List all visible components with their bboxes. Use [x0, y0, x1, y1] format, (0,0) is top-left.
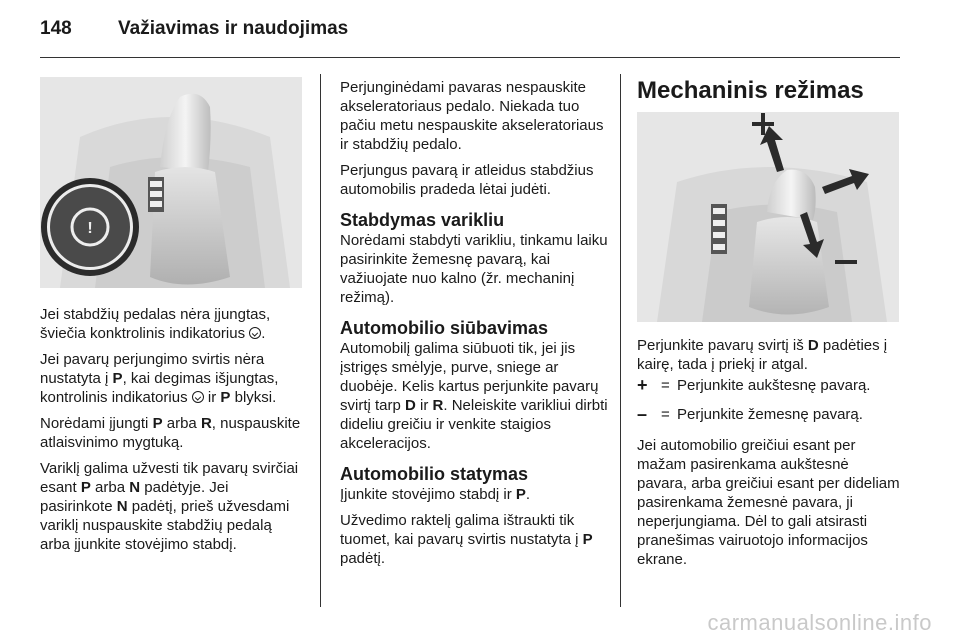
heading-parking: Automobilio statymas: [340, 464, 529, 484]
paragraph-indicator: Jei stabdžių pedalas nėra įjungtas, šviečia konktrolinis indikatorius .: [40, 306, 271, 342]
gear-lever-illustration: [40, 77, 302, 288]
gear-lever-drawing: [40, 77, 302, 288]
paragraph-key: Užvedimo raktelį galima ištraukti tik tuomet, kai pavarų svirtis nustatyta į P padėtį.: [340, 512, 593, 567]
paragraph-start: Variklį galima užvesti tik pavarų svirčiai esant P arba N padėtyje. Jei pasirinkote N padėtį, prieš užvesdami variklį nuspauskite stabdžių pedalą arba įjunkite stovėjimo stabdį.: [40, 460, 299, 553]
downshift-text: Perjunkite žemesnę pavarą.: [677, 406, 863, 423]
column-3-text-bottom: [637, 436, 902, 576]
brake-indicator-icon: [192, 391, 204, 403]
plus-icon: +: [637, 375, 648, 395]
page-header-title: Važiavimas ir naudojimas: [118, 18, 349, 39]
brake-indicator-icon: [249, 327, 261, 339]
watermark: carmanualsonline.info: [707, 610, 932, 635]
page-number: 148: [40, 18, 72, 39]
heading-engine-brake: Stabdymas varikliu: [340, 210, 505, 230]
manual-mode-illustration: [637, 112, 899, 322]
minus-icon: –: [637, 404, 648, 424]
column-divider-1: [320, 74, 321, 607]
column-3-heading: [637, 76, 902, 106]
manual-shift-drawing: [637, 112, 899, 322]
column-divider-2: [620, 74, 621, 607]
paragraph-manual-intro: Perjunkite pavarų svirtį iš D padėties į kairę, tada į priekį ir atgal.: [637, 337, 888, 373]
paragraph-ignition: Jei pavarų perjungimo svirtis nėra nustatyta į P, kai degimas išjungtas, kontrolinis indikatorius ir P blyksi.: [40, 351, 279, 406]
list-row-minus: [637, 405, 902, 425]
paragraph-engine-brake: Norėdami stabdyti varikliu, tinkamu laiku pasirinkite žemesnę pavarą, kai važiuojate nuo kalno (žr. mechaninį režimą).: [340, 232, 608, 306]
paragraph-parking: Įjunkite stovėjimo stabdį ir P.: [340, 486, 531, 503]
column-1-text: [40, 305, 305, 561]
column-2-text: [340, 78, 610, 575]
header-rule: [40, 57, 900, 58]
heading-manual-mode: Mechaninis režimas: [637, 77, 864, 104]
paragraph-shifting: Perjunginėdami pavaras nespauskite akseleratoriaus pedalo. Niekada tuo pačiu metu nespauskite akseleratoriaus ir stabdžių pedalo.: [340, 79, 604, 153]
list-row-plus: [637, 376, 902, 396]
minus-icon: [835, 260, 857, 264]
equals-sign: =: [661, 406, 670, 423]
paragraph-manual-limits: Jei automobilio greičiui esant per mažam pasirenkama aukštesnė pavara, arba greičiui esant per dideliam pasirenkama žemesnė pavara, ji neperjungiama. Dėl to gali atsirasti pranešimas vairuotojo informacijos ekrane.: [637, 437, 900, 568]
paragraph-release: Norėdami įjungti P arba R, nuspauskite atlaisvinimo mygtuką.: [40, 415, 301, 451]
paragraph-rocking: Automobilį galima siūbuoti tik, jei jis įstrigęs smėlyje, purve, sniege ar duobėje. Kelis kartus perjunkite pavarų svirtį tarp D ir R. Neleiskite varikliui dirbti dideliu greičiu ir venkite staigios akceleracijos.: [340, 340, 608, 452]
column-3-text-top: [637, 336, 907, 381]
upshift-text: Perjunkite aukštesnę pavarą.: [677, 377, 871, 394]
heading-rocking: Automobilio siūbavimas: [340, 318, 549, 338]
paragraph-creep: Perjungus pavarą ir atleidus stabdžius automobilis pradeda lėtai judėti.: [340, 162, 594, 198]
svg-text:!: !: [87, 220, 93, 237]
equals-sign: =: [661, 377, 670, 394]
